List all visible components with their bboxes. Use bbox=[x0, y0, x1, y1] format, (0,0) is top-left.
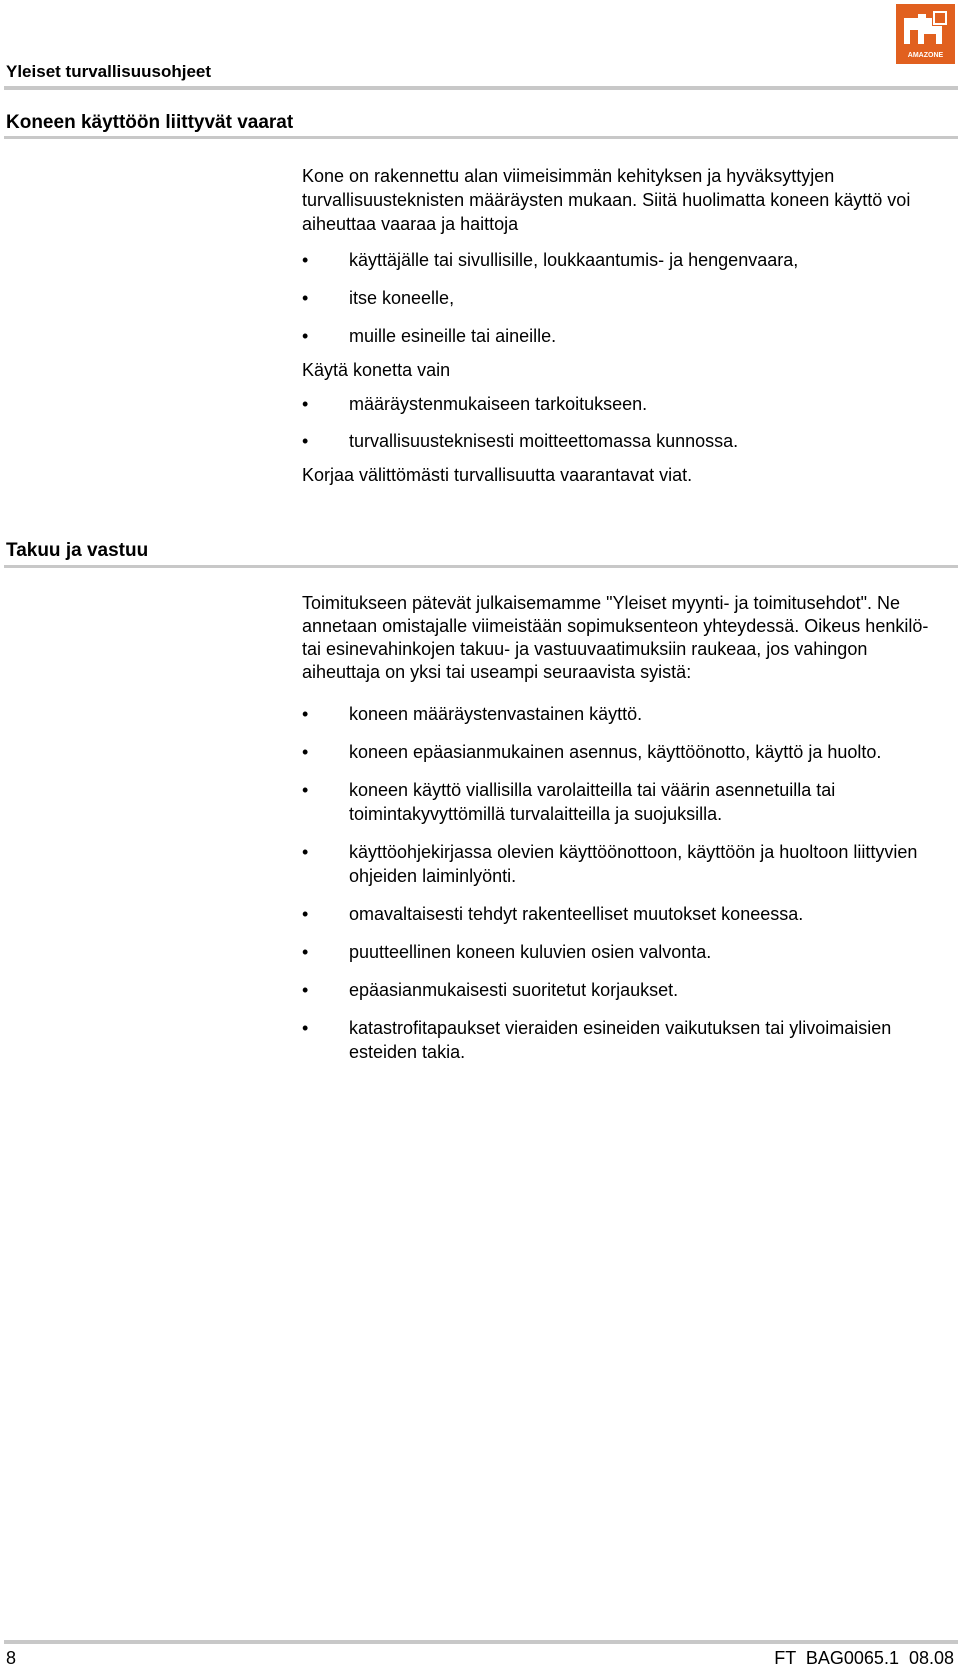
section-divider bbox=[4, 565, 958, 568]
bullet-icon: • bbox=[302, 431, 309, 451]
section-heading-machine-hazards: Koneen käyttöön liittyvät vaarat bbox=[6, 112, 294, 133]
page-number: 8 bbox=[6, 1648, 17, 1668]
bullet-icon: • bbox=[302, 942, 309, 962]
list-item: • koneen käyttö viallisilla varolaitteilla tai väärin asennetuilla tai toimintakyvyttömillä turvalaitteilla ja suojuksilla. bbox=[302, 780, 836, 824]
use-conditions-list bbox=[302, 392, 942, 453]
list-item: • puutteellinen koneen kuluvien osien valvonta. bbox=[302, 942, 712, 962]
list-item: • turvallisuusteknisesti moitteettomassa kunnossa. bbox=[302, 431, 739, 451]
list-item: • katastrofitapaukset vieraiden esineiden vaikutuksen tai ylivoimaisien esteiden takia. bbox=[302, 1018, 892, 1062]
list-item: • määräystenmukaiseen tarkoitukseen. bbox=[302, 394, 648, 414]
list-item: • muille esineille tai aineille. bbox=[302, 326, 557, 346]
bullet-icon: • bbox=[302, 842, 309, 862]
use-intro: Käytä konetta vain bbox=[302, 360, 451, 380]
header-divider bbox=[4, 86, 958, 90]
list-item: • käyttäjälle tai sivullisille, loukkaantumis- ja hengenvaara, bbox=[302, 250, 799, 270]
warranty-causes-list bbox=[302, 702, 942, 1064]
list-item: • koneen määräystenvastainen käyttö. bbox=[302, 704, 643, 724]
page-header-title: Yleiset turvallisuusohjeet bbox=[6, 62, 212, 81]
list-item: • epäasianmukaisesti suoritetut korjaukset. bbox=[302, 980, 679, 1000]
warranty-body bbox=[302, 592, 942, 1078]
machine-hazards-body bbox=[302, 164, 942, 487]
amazone-logo bbox=[896, 4, 955, 64]
intro-paragraph: Kone on rakennettu alan viimeisimmän kehityksen ja hyväksyttyjen turvallisuusteknisten määräysten mukaan. Siitä huolimatta koneen käyttö voi aiheuttaa vaaraa ja haittoja bbox=[302, 166, 911, 234]
bullet-icon: • bbox=[302, 904, 309, 924]
list-item: • koneen epäasianmukainen asennus, käyttöönotto, käyttö ja huolto. bbox=[302, 742, 882, 762]
section-divider bbox=[4, 136, 958, 139]
closing-paragraph: Korjaa välittömästi turvallisuutta vaarantavat viat. bbox=[302, 465, 693, 485]
hazards-list bbox=[302, 248, 942, 348]
amazone-logo-icon bbox=[896, 4, 955, 64]
section-heading-warranty: Takuu ja vastuu bbox=[6, 540, 149, 561]
bullet-icon: • bbox=[302, 394, 309, 414]
bullet-icon: • bbox=[302, 288, 309, 308]
bullet-icon: • bbox=[302, 704, 309, 724]
bullet-icon: • bbox=[302, 1018, 309, 1038]
bullet-icon: • bbox=[302, 742, 309, 762]
bullet-icon: • bbox=[302, 250, 309, 270]
document-code: FT BAG0065.1 08.08 bbox=[774, 1648, 954, 1668]
bullet-icon: • bbox=[302, 980, 309, 1000]
footer-divider bbox=[4, 1640, 958, 1644]
bullet-icon: • bbox=[302, 780, 309, 800]
warranty-intro: Toimitukseen pätevät julkaisemamme "Yleiset myynti- ja toimitusehdot". Ne annetaan omistajalle viimeistään sopimuksenteon yhteydessä. Oikeus henkilö- tai esinevahinkojen takuu- ja vastuuvaatimuksiin raukeaa, jos vahingon aiheuttaja on yksi tai useampi seuraavista syistä: bbox=[302, 593, 929, 682]
list-item: • käyttöohjekirjassa olevien käyttöönottoon, käyttöön ja huoltoon liittyvien ohjeiden laiminlyönti. bbox=[302, 842, 918, 886]
bullet-icon: • bbox=[302, 326, 309, 346]
logo-text: AMAZONE bbox=[907, 52, 944, 59]
list-item: • omavaltaisesti tehdyt rakenteelliset muutokset koneessa. bbox=[302, 904, 804, 924]
list-item: • itse koneelle, bbox=[302, 288, 455, 308]
